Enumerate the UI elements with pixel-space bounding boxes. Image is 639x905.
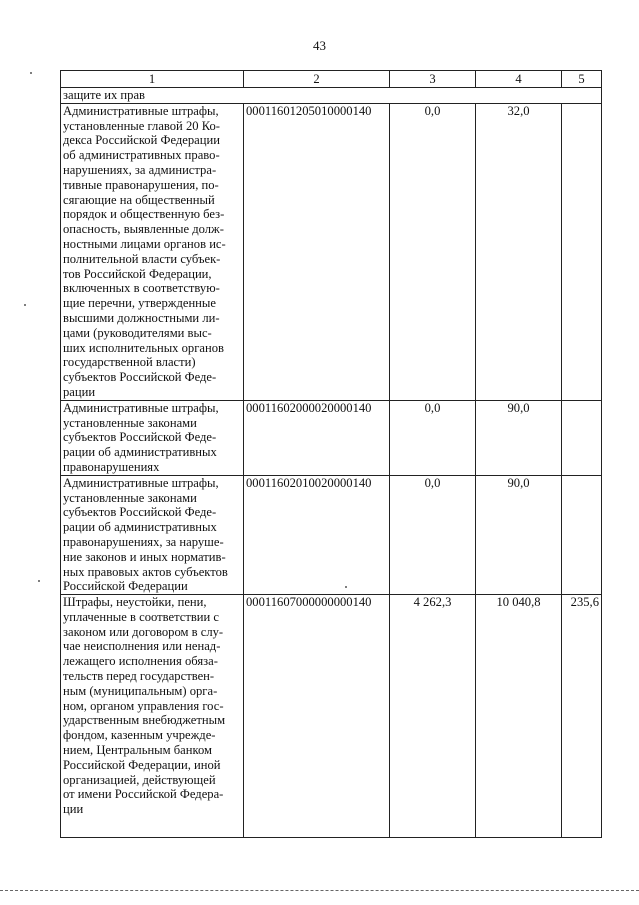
description-line: Административные штрафы,	[63, 475, 219, 490]
scan-speck	[24, 304, 26, 306]
description-line: Административные штрафы,	[63, 103, 219, 118]
description-line: ших исполнительных органов	[63, 340, 224, 355]
description-line: ном, органом управления гос-	[63, 698, 224, 713]
description-line: субъектов Российской Феде-	[63, 505, 217, 520]
description-line: сягающие на общественный	[63, 192, 215, 207]
scan-speck	[38, 580, 40, 582]
description-line: уплаченные в соответствии с	[63, 609, 220, 624]
header-col-2: 2	[244, 71, 390, 88]
header-col-4: 4	[476, 71, 562, 88]
header-col-3: 3	[390, 71, 476, 88]
description-line: ударственным внебюджетным	[63, 713, 226, 728]
table-row	[61, 595, 602, 838]
description-line: ции	[63, 802, 84, 817]
description-line: Российской Федерации, иной	[63, 757, 221, 772]
row-col5-value: 235,6	[562, 595, 602, 838]
table-row	[61, 103, 602, 400]
header-row	[61, 71, 602, 88]
row-col5-value	[562, 400, 602, 475]
description-line: высшими должностными ли-	[63, 310, 220, 325]
table-row	[61, 400, 602, 475]
row-col3-value: 0,0	[390, 400, 476, 475]
description-line: организацией, действующей	[63, 772, 216, 787]
description-line: тельств перед государствен-	[63, 669, 215, 684]
row-description	[61, 400, 244, 475]
description-line: правонарушениях	[63, 459, 160, 474]
row-col3-value: 0,0	[390, 103, 476, 400]
description-line: ностными лицами органов ис-	[63, 236, 226, 251]
description-line: фондом, казенным учрежде-	[63, 728, 216, 743]
row-col5-value	[562, 475, 602, 594]
row-col3-value: 4 262,3	[390, 595, 476, 838]
description-line: порядок и общественную без-	[63, 207, 225, 222]
page-number: 43	[313, 38, 326, 53]
continuation-row	[61, 88, 602, 104]
row-code: 00011607000000000140	[244, 595, 390, 838]
row-col4-value: 32,0	[476, 103, 562, 400]
header-col-5: 5	[562, 71, 602, 88]
description-line: установленные законами	[63, 490, 197, 505]
description-line: субъектов Российской Феде-	[63, 430, 217, 445]
description-line: ным (муниципальным) орга-	[63, 683, 218, 698]
page-bottom-rule	[0, 890, 639, 891]
row-col5-value	[562, 103, 602, 400]
description-line: об административных право-	[63, 148, 220, 163]
row-description	[61, 595, 244, 838]
description-line: Штрафы, неустойки, пени,	[63, 595, 207, 610]
row-code: 00011602000020000140	[244, 400, 390, 475]
description-line: чае неисполнения или ненад-	[63, 639, 221, 654]
description-line: ние законов и иных норматив-	[63, 549, 226, 564]
description-line: от имени Российской Федера-	[63, 787, 224, 802]
description-line: рации	[63, 384, 96, 399]
description-line: цами (руководителями выс-	[63, 325, 212, 340]
row-description	[61, 103, 244, 400]
row-col4-value: 90,0	[476, 475, 562, 594]
description-line: Российской Федерации	[63, 579, 188, 594]
table-row	[61, 475, 602, 594]
scan-speck	[345, 586, 347, 588]
description-line: установленные законами	[63, 415, 197, 430]
row-col4-value: 90,0	[476, 400, 562, 475]
description-line: тивные правонарушения, по-	[63, 177, 219, 192]
description-line: нием, Центральным банком	[63, 743, 213, 758]
description-line: Административные штрафы,	[63, 400, 219, 415]
description-line: опасность, выявленные долж-	[63, 222, 224, 237]
description-line: правонарушениях, за наруше-	[63, 534, 224, 549]
description-line: установленные главой 20 Ко-	[63, 118, 220, 133]
description-line: законом или договором в слу-	[63, 624, 224, 639]
table-header	[61, 71, 602, 88]
description-line: щие перечни, утвержденные	[63, 296, 216, 311]
description-line: лежащего исполнения обяза-	[63, 654, 218, 669]
row-code: 00011602010020000140	[244, 475, 390, 594]
description-line: субъектов Российской Феде-	[63, 370, 217, 385]
row-col3-value: 0,0	[390, 475, 476, 594]
budget-table	[60, 70, 602, 838]
description-line: рации об административных	[63, 520, 217, 535]
description-line: тов Российской Федерации,	[63, 266, 212, 281]
description-line: включенных в соответствую-	[63, 281, 220, 296]
scan-speck	[30, 72, 32, 74]
row-col4-value: 10 040,8	[476, 595, 562, 838]
row-description	[61, 475, 244, 594]
continuation-text: защите их прав	[61, 88, 602, 104]
header-col-1: 1	[61, 71, 244, 88]
description-line: ных правовых актов субъектов	[63, 564, 228, 579]
description-line: рации об административных	[63, 445, 217, 460]
description-line: государственной власти)	[63, 355, 196, 370]
table-body	[61, 88, 602, 838]
description-line: декса Российской Федерации	[63, 133, 220, 148]
description-line: нарушениях, за администра-	[63, 162, 217, 177]
description-line: полнительной власти субъек-	[63, 251, 221, 266]
row-code: 00011601205010000140	[244, 103, 390, 400]
